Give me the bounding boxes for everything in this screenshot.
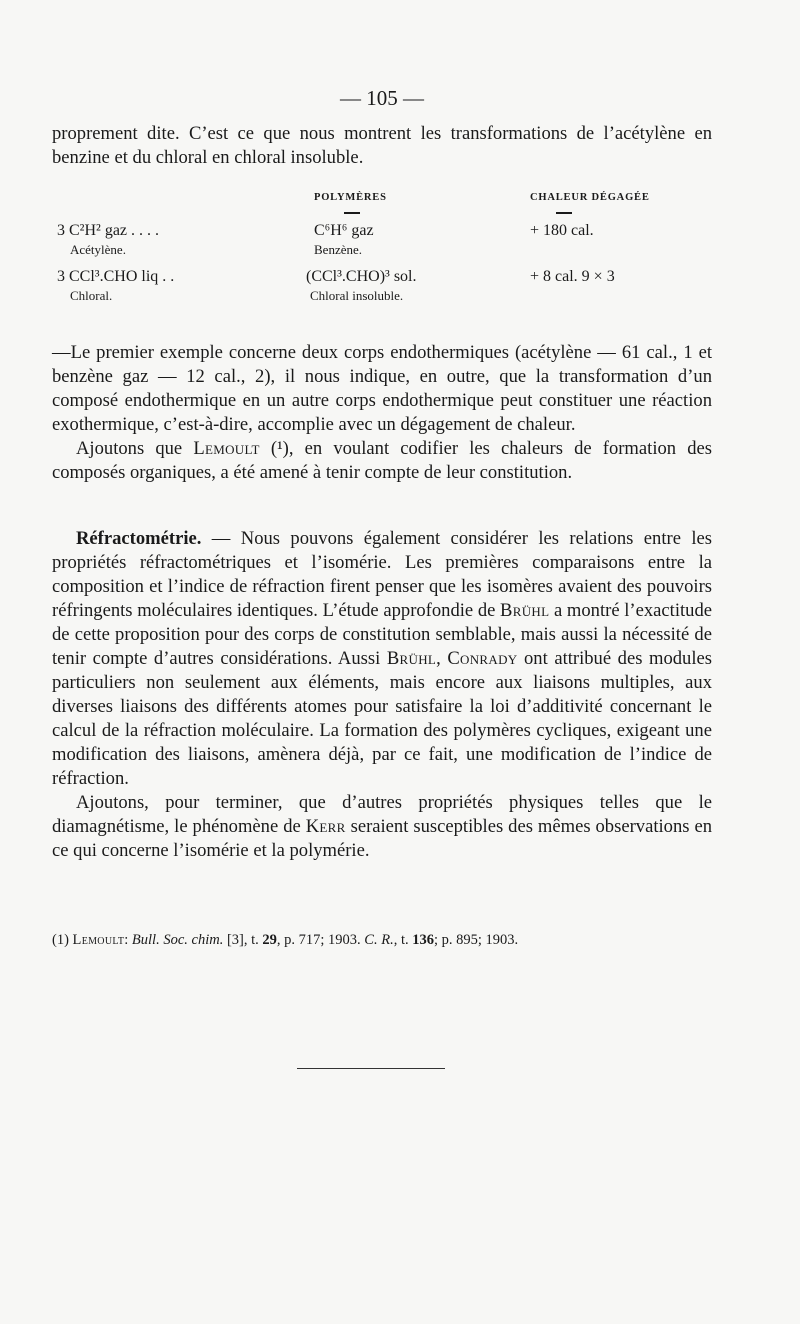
text-run: Ajoutons que [76, 438, 194, 459]
footnote [52, 932, 712, 949]
thermochemistry-table [52, 188, 712, 308]
footnote-ref: (¹) [270, 438, 289, 459]
author-name: Brühl [386, 648, 437, 669]
header-polymeres: POLYMÈRES [314, 192, 387, 203]
header-chaleur: CHALEUR DÉGAGÉE [530, 192, 650, 203]
text-run: , t. [393, 932, 413, 948]
text-run: Ajoutons, pour terminer, que d’autres propriétés physiques telles que le diamagnétisme, le phénomène de [52, 792, 712, 837]
header-dash [556, 212, 572, 214]
row1-product: C⁶H⁶ gaz [314, 222, 374, 239]
text-run: , en voulant codifier les chaleurs de formation des composés organiques, a été amené à tenir compte de leur constitution. [52, 438, 712, 483]
row2-reactant-name: Chloral. [70, 288, 113, 303]
header-dash [344, 212, 360, 214]
text-run: ; p. 895; 1903. [433, 932, 519, 948]
text-run: a montré l’exactitude de cette proposition pour des corps de constitution semblable, mais aussi la nécessité de tenir compte d’autres considérations. Aussi [52, 600, 712, 669]
row1-product-name: Benzène. [314, 242, 363, 257]
row1-heat: + 180 cal. [530, 222, 594, 239]
text-run: , p. 717; 1903. [276, 932, 365, 948]
paragraph-refractometrie [52, 527, 712, 791]
author-name: Lemoult [72, 932, 125, 948]
author-name: Brühl [500, 600, 550, 621]
row2-heat: + 8 cal. 9 × 3 [530, 268, 615, 285]
body-block-1 [52, 341, 712, 485]
footnote-number: (1) [52, 932, 69, 948]
volume-number: 29 [262, 932, 277, 948]
text-run: ont attribué des modules particuliers non seulement aux éléments, mais encore aux liaisons multiples, aux diverses liaisons des différents atomes pour satisfaire la loi d’additivité concernant le calcul de la réfraction moléculaire. La formation des polymères cycliques, exigeant une modification des liaisons, amènera déjà, par ce fait, une modification de l’indice de réfraction. [52, 648, 712, 789]
volume-number: 136 [412, 932, 434, 948]
row1-reactant-name: Acétylène. [70, 242, 126, 257]
text-run: seraient susceptibles des mêmes observations en ce qui concerne l’isomérie et la polymérie. [52, 816, 712, 861]
row2-product: (CCl³.CHO)³ sol. [306, 268, 417, 285]
paragraph-lemoult [52, 437, 712, 485]
text-run: , [436, 648, 448, 669]
row1-reactant: 3 C²H² gaz . . . . [57, 222, 160, 239]
body-block-2 [52, 527, 712, 863]
page-number: — 105 — [340, 86, 424, 110]
row2-product-name: Chloral insoluble. [310, 288, 404, 303]
author-name: Conrady [447, 648, 518, 669]
author-name: Lemoult [193, 438, 260, 459]
paragraph-intro: proprement dite. C’est ce que nous montrent les transformations de l’acétylène en benzine et du chloral en chloral insoluble. [52, 123, 712, 168]
text-run: : [124, 932, 132, 948]
section-heading: Réfractométrie. [76, 528, 202, 549]
text-run: [3], t. [223, 932, 263, 948]
text-run: — Nous pouvons également considérer les relations entre les propriétés réfractométriques et l’isomérie. Les premières comparaisons entre la composition et l’indice de réfraction firent penser que les isomères avaient des pouvoirs réfringents moléculaires identiques. L’étude approfondie de [52, 528, 712, 621]
author-name: Kerr [305, 816, 346, 837]
journal-title: Bull. Soc. chim. [131, 932, 224, 948]
paragraph-conclusion [52, 791, 712, 863]
row2-reactant: 3 CCl³.CHO liq . . [57, 268, 175, 285]
journal-title: C. R. [364, 932, 394, 948]
end-rule [297, 1068, 445, 1069]
paragraph-endothermique: —Le premier exemple concerne deux corps endothermiques (acétylène — 61 cal., 1 et benzène gaz — 12 cal., 2), il nous indique, en outre, que la transformation d’un composé endothermique en un autre corps endothermique peut constituer une réaction exothermique, c’est-à-dire, accomplie avec un dégagement de chaleur. [52, 342, 712, 435]
